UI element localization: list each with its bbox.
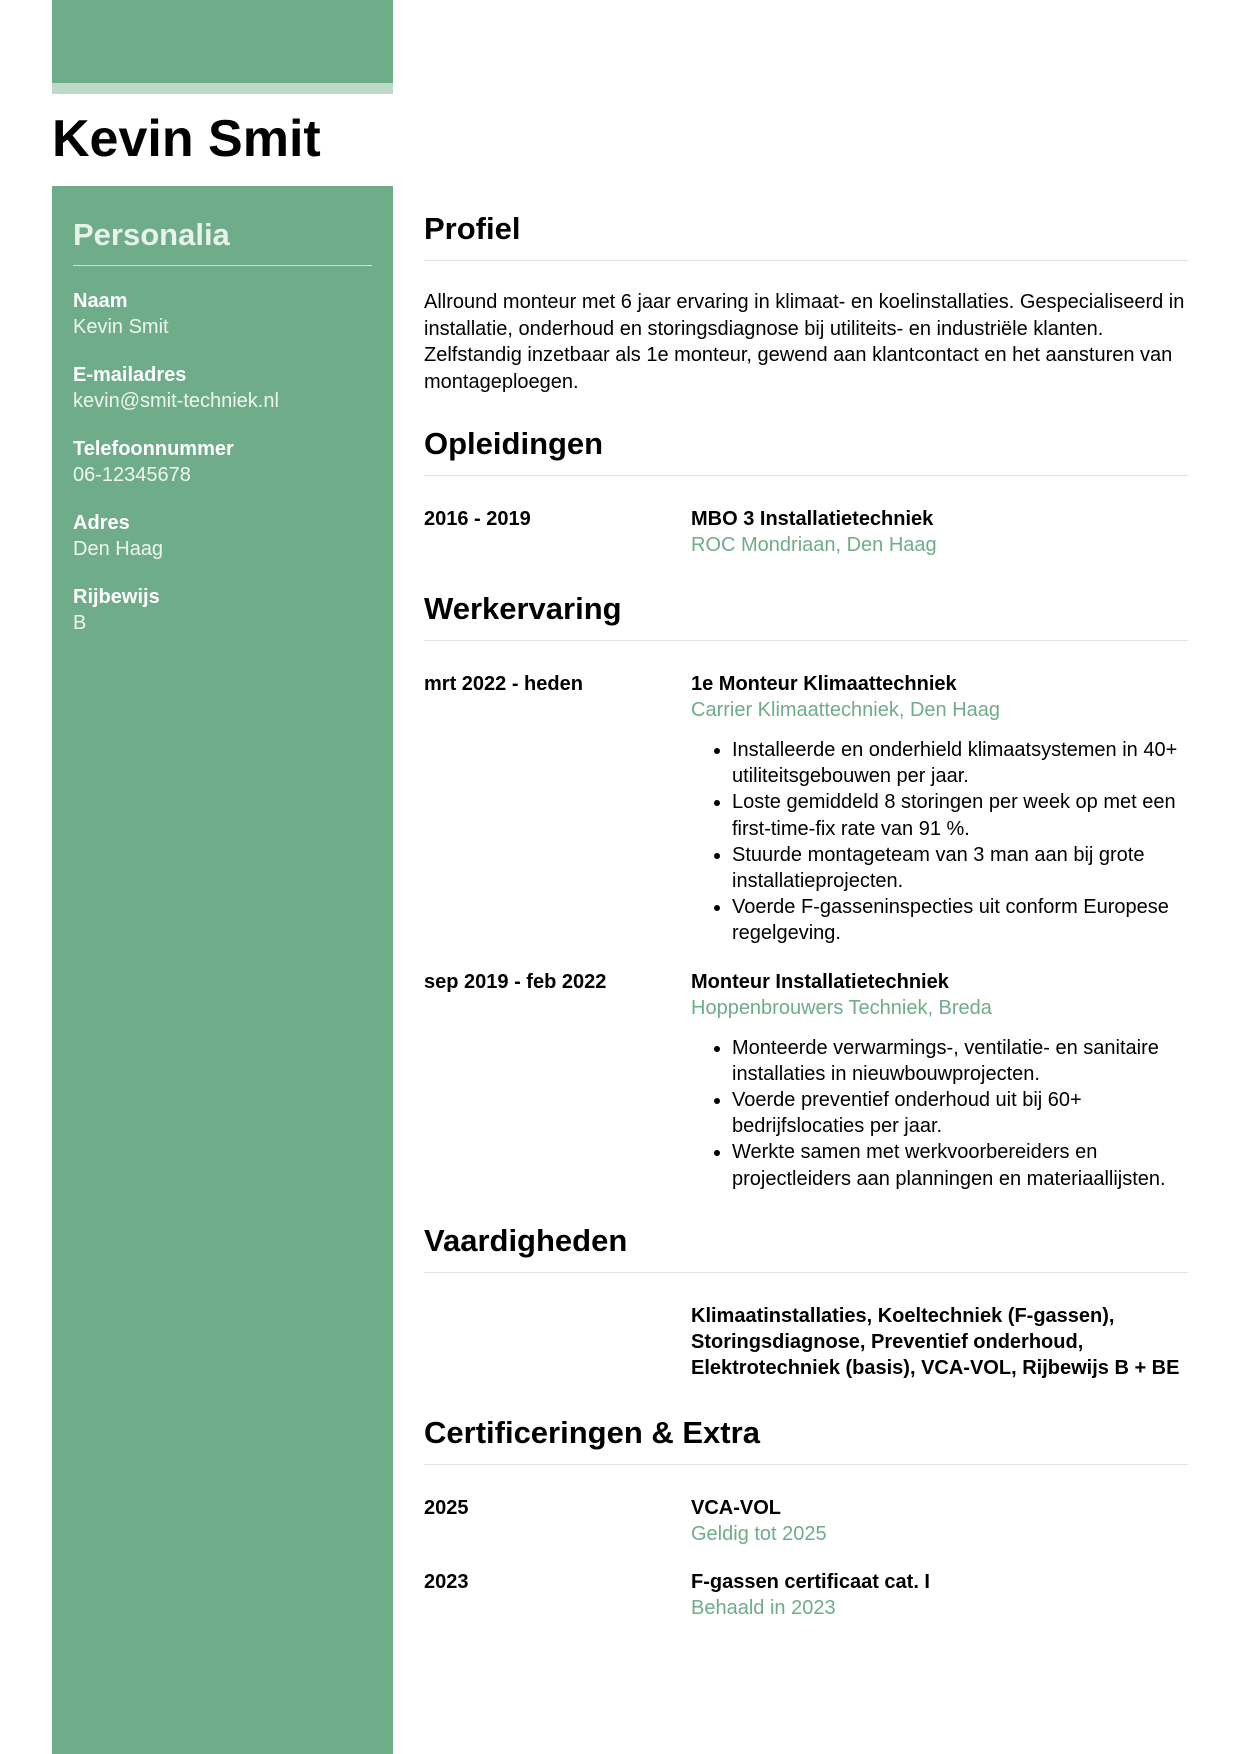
profile-text: Allround monteur met 6 jaar ervaring in klimaat- en koelinstallaties. Gespecialiseerd in installatie, onderhoud en storingsdiagnose bij utiliteits- en industriële klanten. Zelfstandig inzetbaar als 1e monteur, gewend aan klantcontact en het aansturen van montageploegen. [424,291,1185,393]
entry-date: 2023 [424,1570,469,1593]
entry-date-empty [424,1303,691,1382]
info-value: 06-12345678 [73,464,191,486]
entry-date: 2016 - 2019 [424,508,531,530]
personal-info-sidebar [52,186,393,1754]
info-value: Kevin Smit [73,316,169,338]
personal-info-name [73,288,372,340]
entry-date: mrt 2022 - heden [424,673,583,695]
entry-body [691,1495,1188,1547]
entry-title: Monteur Installatietechniek [691,970,949,993]
skills-list: Klimaatinstallaties, Koeltechniek (F-gassen), Storingsdiagnose, Preventief onderhoud, Elektrotechniek (basis), VCA-VOL, Rijbewijs B + BE [691,1304,1180,1380]
info-label: E-mailadres [73,364,187,386]
entry-body [691,969,1188,1192]
info-label: Naam [73,290,128,312]
achievement-list [691,1035,1188,1192]
education-heading: Opleidingen [424,425,1188,476]
entry-date: sep 2019 - feb 2022 [424,970,607,993]
skills-entry [424,1303,1188,1382]
achievement-item: • Stuurde montageteam van 3 man aan bij grote installatieprojecten. [732,842,1188,894]
entry-title: MBO 3 Installatietechniek [691,508,934,530]
certifications-section [424,1414,1188,1621]
achievement-item: • Loste gemiddeld 8 storingen per week op met een first-time-fix rate van 91 %. [732,789,1188,841]
info-label: Adres [73,512,130,534]
entry-body [691,506,1188,558]
achievement-item: • Werkte samen met werkvoorbereiders en projectleiders aan planningen en materiaallijsten. [732,1139,1188,1191]
profile-heading: Profiel [424,210,1188,261]
info-value: Den Haag [73,538,164,560]
info-label: Telefoonnummer [73,438,234,460]
achievement-item: • Voerde F-gasseninspecties uit conform Europese regelgeving. [732,894,1188,946]
achievement-item: • Voerde preventief onderhoud uit bij 60+ bedrijfslocaties per jaar. [732,1087,1188,1139]
profile-section [424,210,1188,395]
education-entry [424,506,1188,558]
personalia-heading: Personalia [73,216,372,266]
entry-subtitle: Behaald in 2023 [691,1596,836,1619]
personal-info-address [73,510,372,562]
achievement-item: • Monteerde verwarmings-, ventilatie- en sanitaire installaties in nieuwbouwprojecten. [732,1035,1188,1087]
entry-body [691,1569,1188,1621]
info-label: Rijbewijs [73,586,160,608]
header-accent-stripe [52,83,393,94]
skills-section [424,1222,1188,1382]
info-value: kevin@smit-techniek.nl [73,390,279,412]
certifications-heading: Certificeringen & Extra [424,1414,1188,1465]
entry-subtitle: Carrier Klimaattechniek, Den Haag [691,699,1001,721]
certification-entry [424,1569,1188,1621]
experience-heading: Werkervaring [424,590,1188,641]
entry-subtitle: Hoppenbrouwers Techniek, Breda [691,996,992,1019]
entry-title: F-gassen certificaat cat. I [691,1570,930,1593]
personal-info-phone [73,436,372,488]
info-value: B [73,612,87,634]
certification-entry [424,1495,1188,1547]
cv-main-content [424,210,1188,1621]
entry-subtitle: ROC Mondriaan, Den Haag [691,534,937,556]
achievement-list [691,737,1188,947]
entry-title: 1e Monteur Klimaattechniek [691,673,957,695]
personal-info-email [73,362,372,414]
experience-entry [424,969,1188,1192]
entry-date: 2025 [424,1496,469,1519]
skills-heading: Vaardigheden [424,1222,1188,1273]
candidate-name: Kevin Smit [52,110,321,168]
experience-section [424,590,1188,1192]
entry-subtitle: Geldig tot 2025 [691,1522,827,1545]
experience-entry [424,671,1188,947]
personal-info-license [73,584,372,636]
header-accent-block [52,0,393,83]
entry-title: VCA-VOL [691,1496,781,1519]
education-section [424,425,1188,558]
achievement-item: • Installeerde en onderhield klimaatsystemen in 40+ utiliteitsgebouwen per jaar. [732,737,1188,789]
entry-body [691,671,1188,947]
